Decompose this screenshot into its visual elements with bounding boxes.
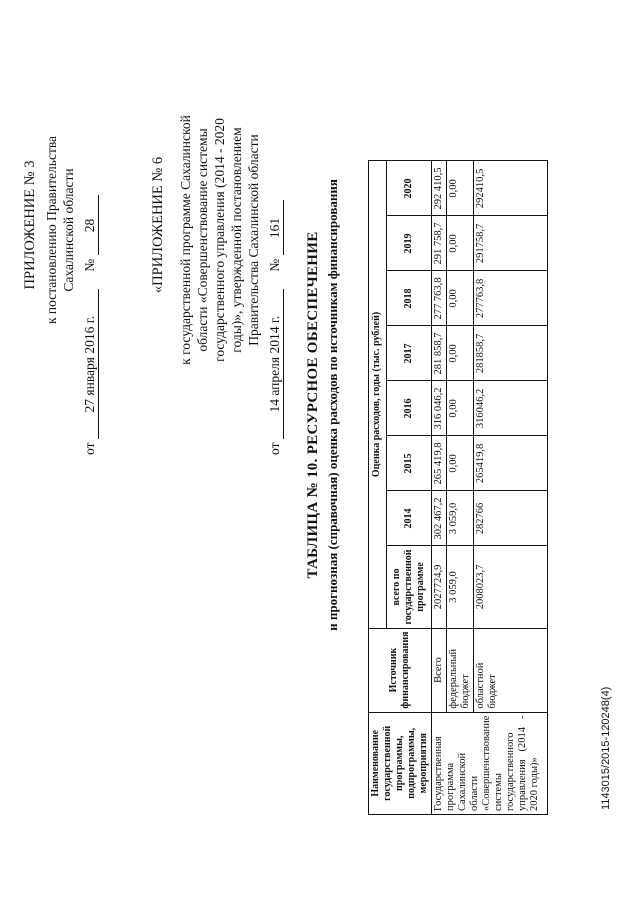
header-year: 2014 (386, 491, 432, 546)
value-cell: 291 758,7 (432, 216, 447, 271)
appendix-3-from-label: от (82, 442, 97, 455)
value-cell: 0,00 (447, 381, 474, 436)
appendix-6-line3: государственного управления (2014 - 2020 (212, 118, 227, 362)
value-cell: 292 410,5 (432, 161, 447, 216)
appendix-3-block (22, 35, 99, 455)
value-cell: 316046,2 (474, 381, 548, 436)
appendix-6-line5: Правительства Сахалинской области (246, 134, 261, 346)
header-year: 2016 (386, 381, 432, 436)
header-total: всего по государственной программе (386, 546, 432, 628)
header-year: 2019 (386, 216, 432, 271)
appendix-3-line2: Сахалинской области (61, 168, 76, 292)
value-cell: 282766 (474, 491, 548, 546)
appendix-6-date: 14 апреля 2014 г. (266, 289, 284, 439)
appendix-3-number: 28 (81, 196, 99, 256)
appendix-3-date: 27 января 2016 г. (81, 289, 99, 439)
value-cell: 292410,5 (474, 161, 548, 216)
value-cell: 0,00 (447, 326, 474, 381)
value-cell: 277763,8 (474, 271, 548, 326)
appendix-3-date-line (81, 35, 99, 455)
appendix-6-from-label: от (267, 442, 282, 455)
header-year: 2020 (386, 161, 432, 216)
value-cell: 281858,7 (474, 326, 548, 381)
program-name-cell: Государственная программа Сахалинской области «Совершенствование системы государственного управления (2014 - 2020 годы)» (432, 712, 548, 814)
header-estimate: Оценка расходов, годы (тыс. рублей) (369, 161, 387, 628)
appendix-6-line1: к государственной программе Сахалинской (178, 115, 193, 365)
total-cell: 2008023,7 (474, 546, 548, 628)
appendix-3-line1: к постановлению Правительства (44, 135, 59, 325)
source-cell: областной бюджет (474, 628, 548, 712)
value-cell: 0,00 (447, 436, 474, 491)
table-title: ТАБЛИЦА № 10. РЕСУРСНОЕ ОБЕСПЕЧЕНИЕ (305, 231, 321, 579)
appendix-3-heading: ПРИЛОЖЕНИЕ № 3 (22, 160, 38, 290)
appendix-3-no-label: № (82, 258, 97, 272)
source-cell: федеральный бюджет (447, 628, 474, 712)
source-cell: Всего (432, 628, 447, 712)
value-cell: 265 419,8 (432, 436, 447, 491)
table-titles (305, 45, 341, 765)
value-cell: 302 467,2 (432, 491, 447, 546)
value-cell: 265419,8 (474, 436, 548, 491)
header-year: 2018 (386, 271, 432, 326)
value-cell: 281 858,7 (432, 326, 447, 381)
appendix-6-line2: области «Совершенствование системы (195, 128, 210, 352)
header-name: Наименование государственной программы, подпрограммы, мероприятия (369, 712, 432, 814)
table-subtitle: и прогнозная (справочная) оценка расходов по источникам финансирования (325, 179, 340, 631)
appendix-6-heading: «ПРИЛОЖЕНИЕ № 6 (150, 156, 166, 294)
value-cell: 291758,7 (474, 216, 548, 271)
document-id: 1143015/2015-120248(4) (600, 686, 612, 810)
financing-table-wrap (368, 160, 548, 815)
value-cell: 0,00 (447, 216, 474, 271)
value-cell: 3 059,0 (447, 491, 474, 546)
total-cell: 2027724,9 (432, 546, 447, 628)
financing-table (368, 160, 548, 815)
value-cell: 0,00 (447, 161, 474, 216)
value-cell: 316 046,2 (432, 381, 447, 436)
table-row (432, 161, 447, 815)
value-cell: 277 763,8 (432, 271, 447, 326)
appendix-6-line4: годы)», утвержденной постановлением (229, 127, 244, 353)
value-cell: 0,00 (447, 271, 474, 326)
appendix-6-no-label: № (267, 258, 282, 272)
total-cell: 3 059,0 (447, 546, 474, 628)
appendix-6-block (150, 25, 284, 455)
appendix-6-number: 161 (266, 201, 284, 256)
header-row-1 (369, 161, 387, 815)
appendix-6-date-line (266, 25, 284, 455)
header-year: 2015 (386, 436, 432, 491)
header-year: 2017 (386, 326, 432, 381)
header-source: Источник финансирования (369, 628, 432, 712)
